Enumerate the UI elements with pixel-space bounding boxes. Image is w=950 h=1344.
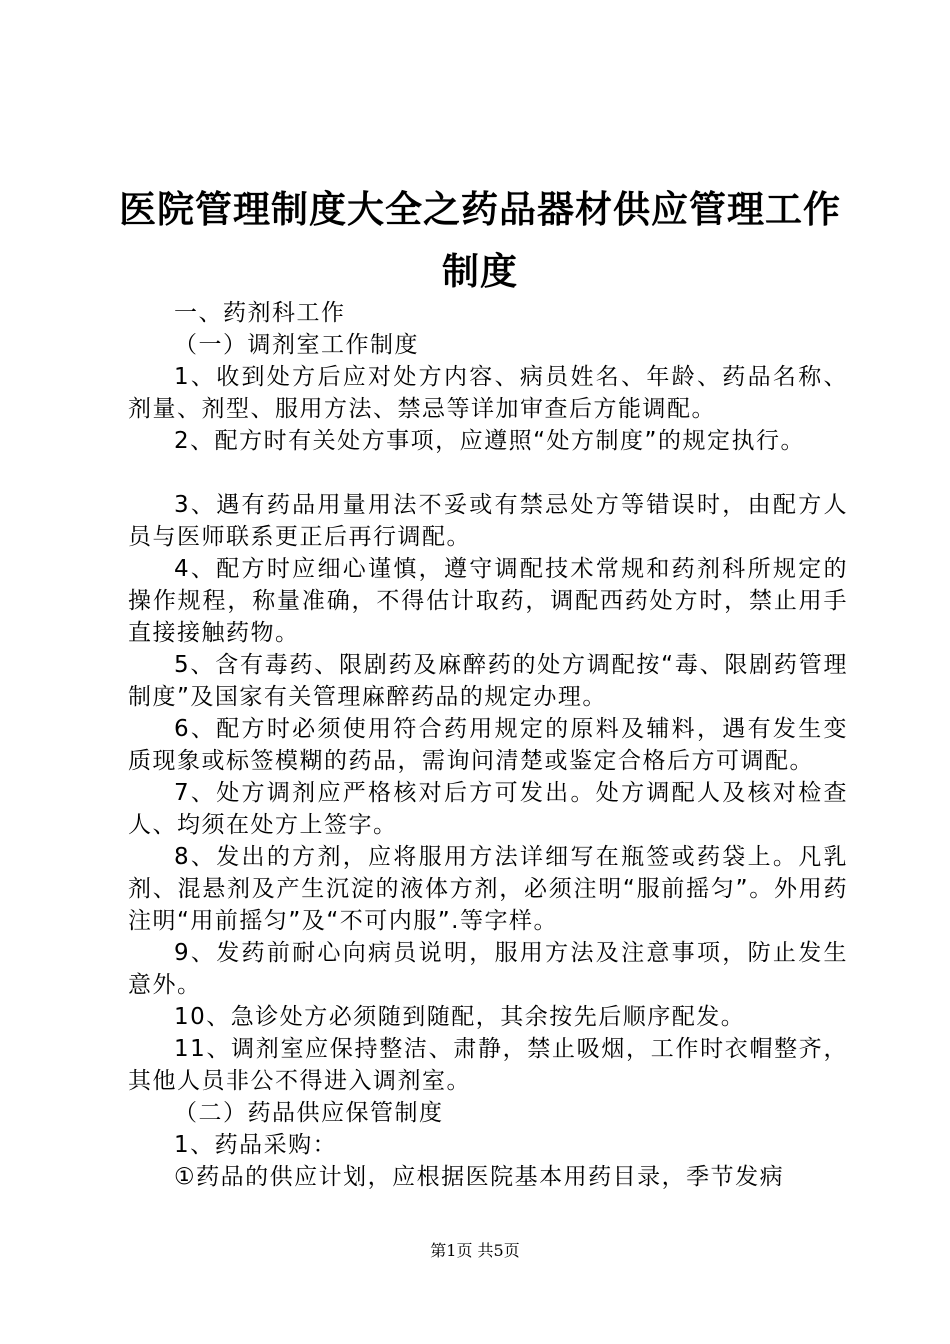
page-number: 第1页 共5页 <box>430 1241 520 1260</box>
document-title: 医院管理制度大全之药品器材供应管理工作制度 <box>119 187 841 293</box>
paragraph: 2、配方时有关处方事项，应遵照“处方制度”的规定执行。 <box>174 428 805 454</box>
paragraph: 9、发药前耐心向病员说明，服用方法及注意事项，防止发生意外。 <box>128 940 848 998</box>
section-heading: 一、药剂科工作 <box>174 300 346 326</box>
paragraph: 3、遇有药品用量用法不妥或有禁忌处方等错误时，由配方人员与医师联系更正后再行调配。 <box>128 492 848 550</box>
subsection-heading: （二）药品供应保管制度 <box>174 1100 444 1126</box>
paragraph: 7、处方调剂应严格核对后方可发出。处方调配人及核对检查人、均须在处方上签字。 <box>128 780 848 838</box>
paragraph: 10、急诊处方必须随到随配，其余按先后顺序配发。 <box>174 1004 746 1030</box>
paragraph: 5、含有毒药、限剧药及麻醉药的处方调配按“毒、限剧药管理制度”及国家有关管理麻醉药品的规定办理。 <box>128 652 848 710</box>
paragraph: 6、配方时必须使用符合药用规定的原料及辅料，遇有发生变质现象或标签模糊的药品，需询问清楚或鉴定合格后方可调配。 <box>128 716 848 774</box>
paragraph: ①药品的供应计划，应根据医院基本用药目录，季节发病 <box>174 1164 785 1190</box>
paragraph: 4、配方时应细心谨慎，遵守调配技术常规和药剂科所规定的操作规程，称量准确，不得估计取药，调配西药处方时，禁止用手直接接触药物。 <box>128 556 848 646</box>
document-body <box>128 297 848 1193</box>
paragraph: 8、发出的方剂，应将服用方法详细写在瓶签或药袋上。凡乳剂、混悬剂及产生沉淀的液体方剂，必须注明“服前摇匀”。外用药注明“用前摇匀”及“不可内服”.等字样。 <box>128 844 848 934</box>
paragraph: 1、收到处方后应对处方内容、病员姓名、年龄、药品名称、剂量、剂型、服用方法、禁忌等详加审查后方能调配。 <box>128 364 848 422</box>
subsection-heading: （一）调剂室工作制度 <box>174 332 419 358</box>
paragraph: 1、药品采购： <box>174 1132 338 1158</box>
paragraph: 11、调剂室应保持整洁、肃静，禁止吸烟，工作时衣帽整齐，其他人员非公不得进入调剂室。 <box>128 1036 848 1094</box>
